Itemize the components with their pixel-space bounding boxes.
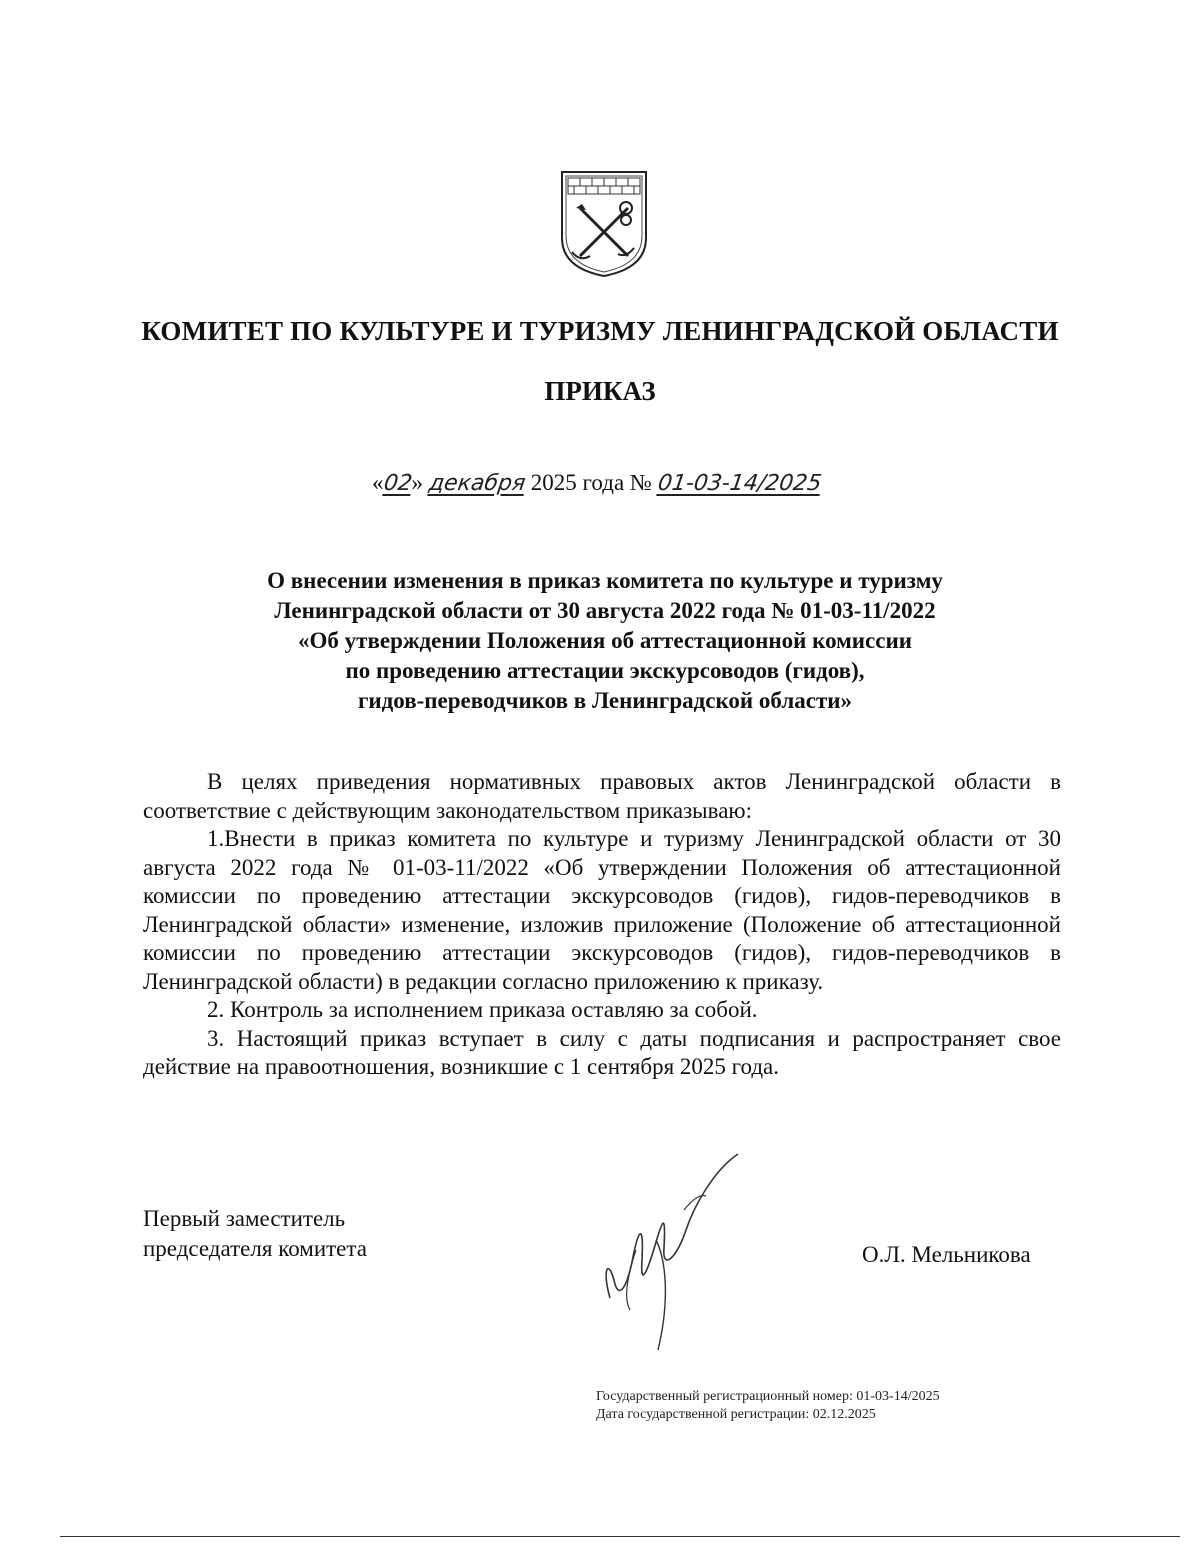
subject-line: «Об утверждении Положения об аттестационной комиссии — [298, 628, 912, 653]
date-year: 2025 года — [530, 470, 625, 495]
document-subject — [130, 566, 1080, 716]
subject-line: по проведению аттестации экскурсоводов (гидов), — [345, 658, 865, 683]
body-paragraph-preamble: В целях приведения нормативных правовых актов Ленинградской области в соответствие с действующим законодательством приказываю: — [143, 769, 1061, 823]
date-month: декабря — [426, 471, 527, 496]
body-paragraph-item-2: 2. Контроль за исполнением приказа оставляю за собой. — [207, 997, 758, 1022]
page-bottom-divider — [60, 1536, 1180, 1537]
registration-date: Дата государственной регистрации: 02.12.2025 — [596, 1407, 876, 1422]
handwritten-signature-icon — [596, 1150, 756, 1360]
signatory-role — [143, 1204, 367, 1264]
document-type: ПРИКАЗ — [544, 376, 656, 406]
coat-of-arms-icon — [556, 168, 652, 280]
signatory-role-line: Первый заместитель — [143, 1206, 346, 1231]
subject-line: Ленинградской области от 30 августа 2022 года № 01-03-11/2022 — [274, 598, 936, 623]
date-close-quote: » — [411, 470, 423, 495]
body-paragraph-item-3: 3. Настоящий приказ вступает в силу с даты подписания и распространяет свое действие на правоотношения, возникшие с 1 сентября 2025 года. — [143, 1025, 1061, 1079]
subject-line: гидов-переводчиков в Ленинградской области» — [357, 688, 853, 713]
body-paragraph-item-1: 1.Внести в приказ комитета по культуре и туризму Ленинградской области от 30 августа 2022 года № 01-03-11/2022 «Об утверждении Положения об аттестационной комиссии по проведению аттестации экскурсоводов (гидов), гидов-переводчиков в Ленинградской области» изменение, изложив приложение (Положение об аттестационной комиссии по проведению аттестации экскурсоводов (гидов), гидов-переводчиков в Ленинградской области) в редакции согласно приложению к приказу. — [143, 826, 1061, 994]
document-body — [143, 768, 1061, 1082]
registration-info — [596, 1388, 940, 1424]
signatory-role-line: председателя комитета — [143, 1236, 367, 1261]
subject-line: О внесении изменения в приказ комитета по культуре и туризму — [267, 568, 943, 593]
number-sign: № — [629, 470, 652, 495]
registration-number: Государственный регистрационный номер: 01-03-14/2025 — [596, 1389, 940, 1404]
document-number: 01-03-14/2025 — [655, 471, 823, 496]
organization-name: КОМИТЕТ ПО КУЛЬТУРЕ И ТУРИЗМУ ЛЕНИНГРАДСКОЙ ОБЛАСТИ — [141, 316, 1059, 346]
date-open-quote: « — [372, 470, 384, 495]
date-number-line — [372, 470, 821, 496]
date-day: 02 — [381, 471, 414, 496]
signatory-name: О.Л. Мельникова — [862, 1242, 1031, 1267]
